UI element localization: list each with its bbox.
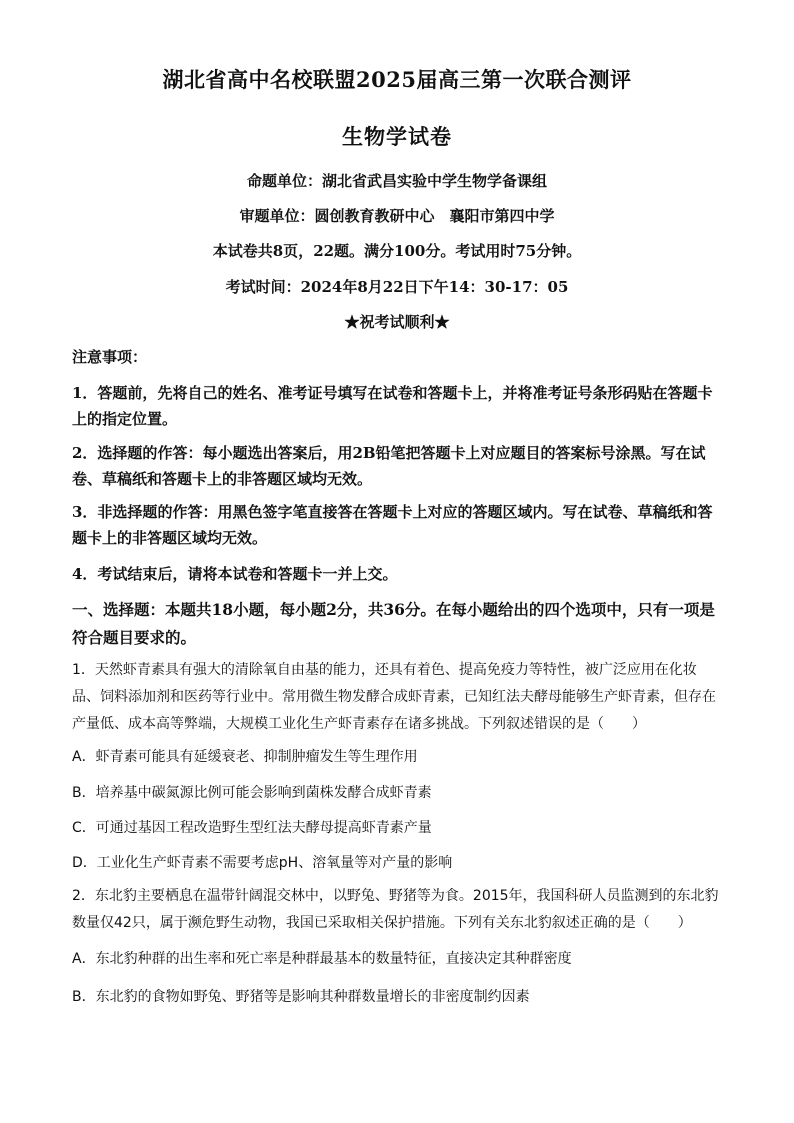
- review-unit: 审题单位：圆创教育教研中心 襄阳市第四中学: [239, 207, 555, 225]
- question-stem: 2．东北豹主要栖息在温带针阔混交林中，以野兔、野猪等为食。2015年，我国科研人员监测到的东北豹数量仅42只，属于濒危野生动物，我国已采取相关保护措施。下列有关东北豹叙述正确的是（ ）: [72, 888, 719, 931]
- exam-time: 考试时间：2024年8月22日下午14：30-17：05: [225, 278, 569, 296]
- note-item: 1．答题前，先将自己的姓名、准考证号填写在试卷和答题卡上，并将准考证号条形码贴在答题卡上的指定位置。: [72, 384, 713, 428]
- good-luck-text: ★祝考试顺利★: [344, 313, 450, 331]
- question-option: B．培养基中碳氮源比例可能会影响到菌株发酵合成虾青素: [72, 785, 432, 801]
- note-item: 4．考试结束后，请将本试卷和答题卡一并上交。: [72, 565, 398, 583]
- note-item: 3．非选择题的作答：用黑色签字笔直接答在答题卡上对应的答题区域内。写在试卷、草稿纸和答题卡上的非答题区域均无效。: [72, 503, 713, 547]
- question-option: C．可通过基因工程改造野生型红法夫酵母提高虾青素产量: [72, 820, 432, 836]
- exam-info: 本试卷共8页，22题。满分100分。考试用时75分钟。: [212, 242, 582, 260]
- question-option: B．东北豹的食物如野兔、野猪等是影响其种群数量增长的非密度制约因素: [72, 989, 530, 1005]
- question-option: D．工业化生产虾青素不需要考虑pH、溶氧量等对产量的影响: [72, 855, 453, 871]
- question-option: A．东北豹种群的出生率和死亡率是种群最基本的数量特征，直接决定其种群密度: [72, 951, 572, 967]
- section-heading: 一、选择题：本题共18小题，每小题2分，共36分。在每小题给出的四个选项中，只有一项是符合题目要求的。: [72, 600, 715, 647]
- question-option: A．虾青素可能具有延缓衰老、抑制肿瘤发生等生理作用: [72, 749, 418, 765]
- question-stem: 1．天然虾青素具有强大的清除氧自由基的能力，还具有着色、提高免疫力等特性，被广泛应用在化妆品、饲料添加剂和医药等行业中。常用微生物发酵合成虾青素，已知红法夫酵母能够生产虾青素，但存在产量低、成本高等弊端，大规模工业化生产虾青素存在诸多挑战。下列叙述错误的是（ ）: [72, 662, 716, 732]
- author-unit: 命题单位：湖北省武昌实验中学生物学备课组: [246, 172, 547, 190]
- notes-heading: 注意事项：: [72, 348, 148, 366]
- subject-title: 生物学试卷: [342, 124, 452, 149]
- note-item: 2．选择题的作答：每小题选出答案后，用2B铅笔把答题卡上对应题目的答案标号涂黑。写在试卷、草稿纸和答题卡上的非答题区域均无效。: [72, 444, 706, 488]
- exam-title: 湖北省高中名校联盟2025届高三第一次联合测评: [162, 67, 632, 92]
